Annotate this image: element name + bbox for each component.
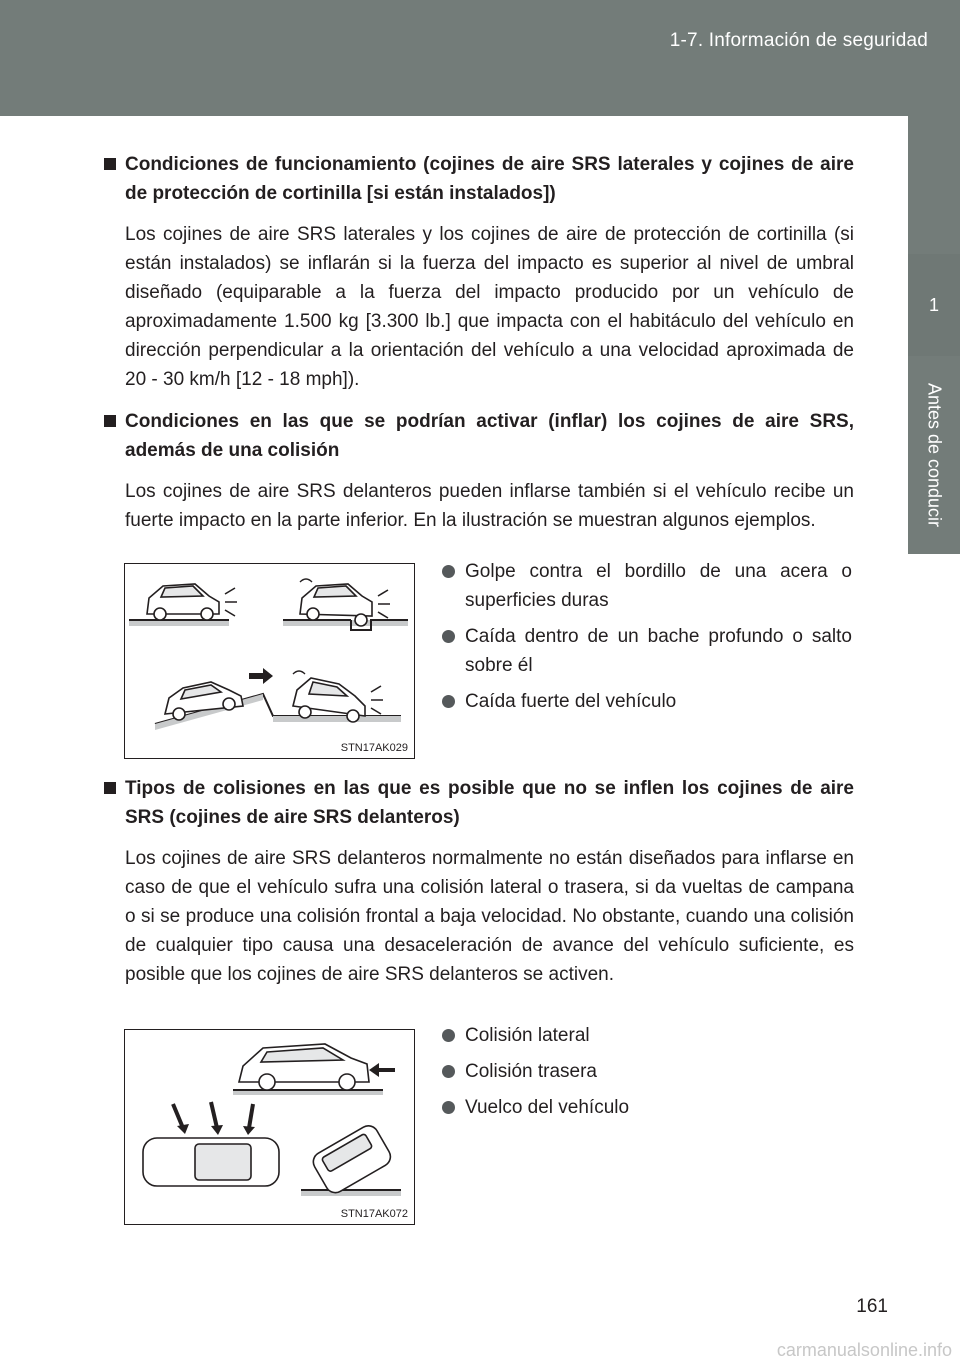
bullet-dot-icon: [442, 630, 455, 643]
square-bullet-icon: [104, 415, 116, 427]
list-item: Caída fuerte del vehículo: [440, 687, 852, 716]
page-number: 161: [856, 1296, 888, 1317]
side-tab-top-band: [908, 116, 960, 254]
section-body: Los cojines de aire SRS laterales y los cojines de aire de protección de cortinilla (si están instalados) se inflarán si la fuerza del impacto es superior al nivel de umbral diseñado (equiparable a la fuerza del impacto producido por un vehículo de aproximadamente 1.500 kg [3.300 lb.] que impacta con el habitáculo del vehículo en dirección perpendicular a la orientación del vehículo a una velocidad aproximada de 20 - 30 km/h [12 - 18 mph]).: [125, 224, 854, 390]
square-bullet-icon: [104, 158, 116, 170]
section-heading: Condiciones de funcionamiento (cojines de aire SRS laterales y cojines de aire de protección de cortinilla [si están instalados]): [104, 150, 854, 208]
list-item: Golpe contra el bordillo de una acera o superficies duras: [440, 557, 852, 615]
list-item: Caída dentro de un bache profundo o salto sobre él: [440, 622, 852, 680]
chapter-label: Antes de conducir: [924, 382, 945, 528]
watermark: carmanualsonline.info: [776, 1340, 952, 1360]
collision-types-illustration: [125, 1030, 414, 1224]
illustration-collision-types: [124, 1029, 415, 1225]
page-header: [0, 0, 960, 116]
square-bullet-icon: [104, 782, 116, 794]
content-upper: [104, 150, 854, 535]
bullet-dot-icon: [442, 565, 455, 578]
chapter-number: 1: [908, 254, 960, 356]
bullet-dot-icon: [442, 1065, 455, 1078]
figure1-bullet-list: [440, 557, 852, 723]
section-body: Los cojines de aire SRS delanteros normalmente no están diseñados para inflarse en caso de que el vehículo sufra una colisión lateral o trasera, si da vueltas de campana o si se produce una colisión frontal a baja velocidad. No obstante, cuando una colisión de cualquier tipo causa una desaceleración de avance del vehículo suficiente, es posible que los cojines de aire SRS delanteros se activen.: [125, 848, 854, 985]
figure-code: STN17AK029: [340, 742, 408, 754]
bullet-dot-icon: [442, 1101, 455, 1114]
figure-code: STN17AK072: [340, 1208, 408, 1220]
list-item: Colisión lateral: [440, 1021, 852, 1050]
illustration-impact-underbody: [124, 563, 415, 759]
section-heading: Condiciones en las que se podrían activar (inflar) los cojines de aire SRS, además de una colisión: [104, 407, 854, 465]
figure2-bullet-list: [440, 1021, 852, 1129]
section-title: 1-7. Información de seguridad: [669, 30, 928, 51]
list-item: Vuelco del vehículo: [440, 1093, 852, 1122]
content-lower: [104, 774, 854, 989]
bullet-dot-icon: [442, 695, 455, 708]
car-underbody-impact-illustration: [125, 564, 414, 758]
section-heading: Tipos de colisiones en las que es posible que no se inflen los cojines de aire SRS (cojines de aire SRS delanteros): [104, 774, 854, 832]
section-body: Los cojines de aire SRS delanteros pueden inflarse también si el vehículo recibe un fuerte impacto en la parte inferior. En la ilustración se muestran algunos ejemplos.: [125, 481, 854, 531]
list-item: Colisión trasera: [440, 1057, 852, 1086]
bullet-dot-icon: [442, 1029, 455, 1042]
